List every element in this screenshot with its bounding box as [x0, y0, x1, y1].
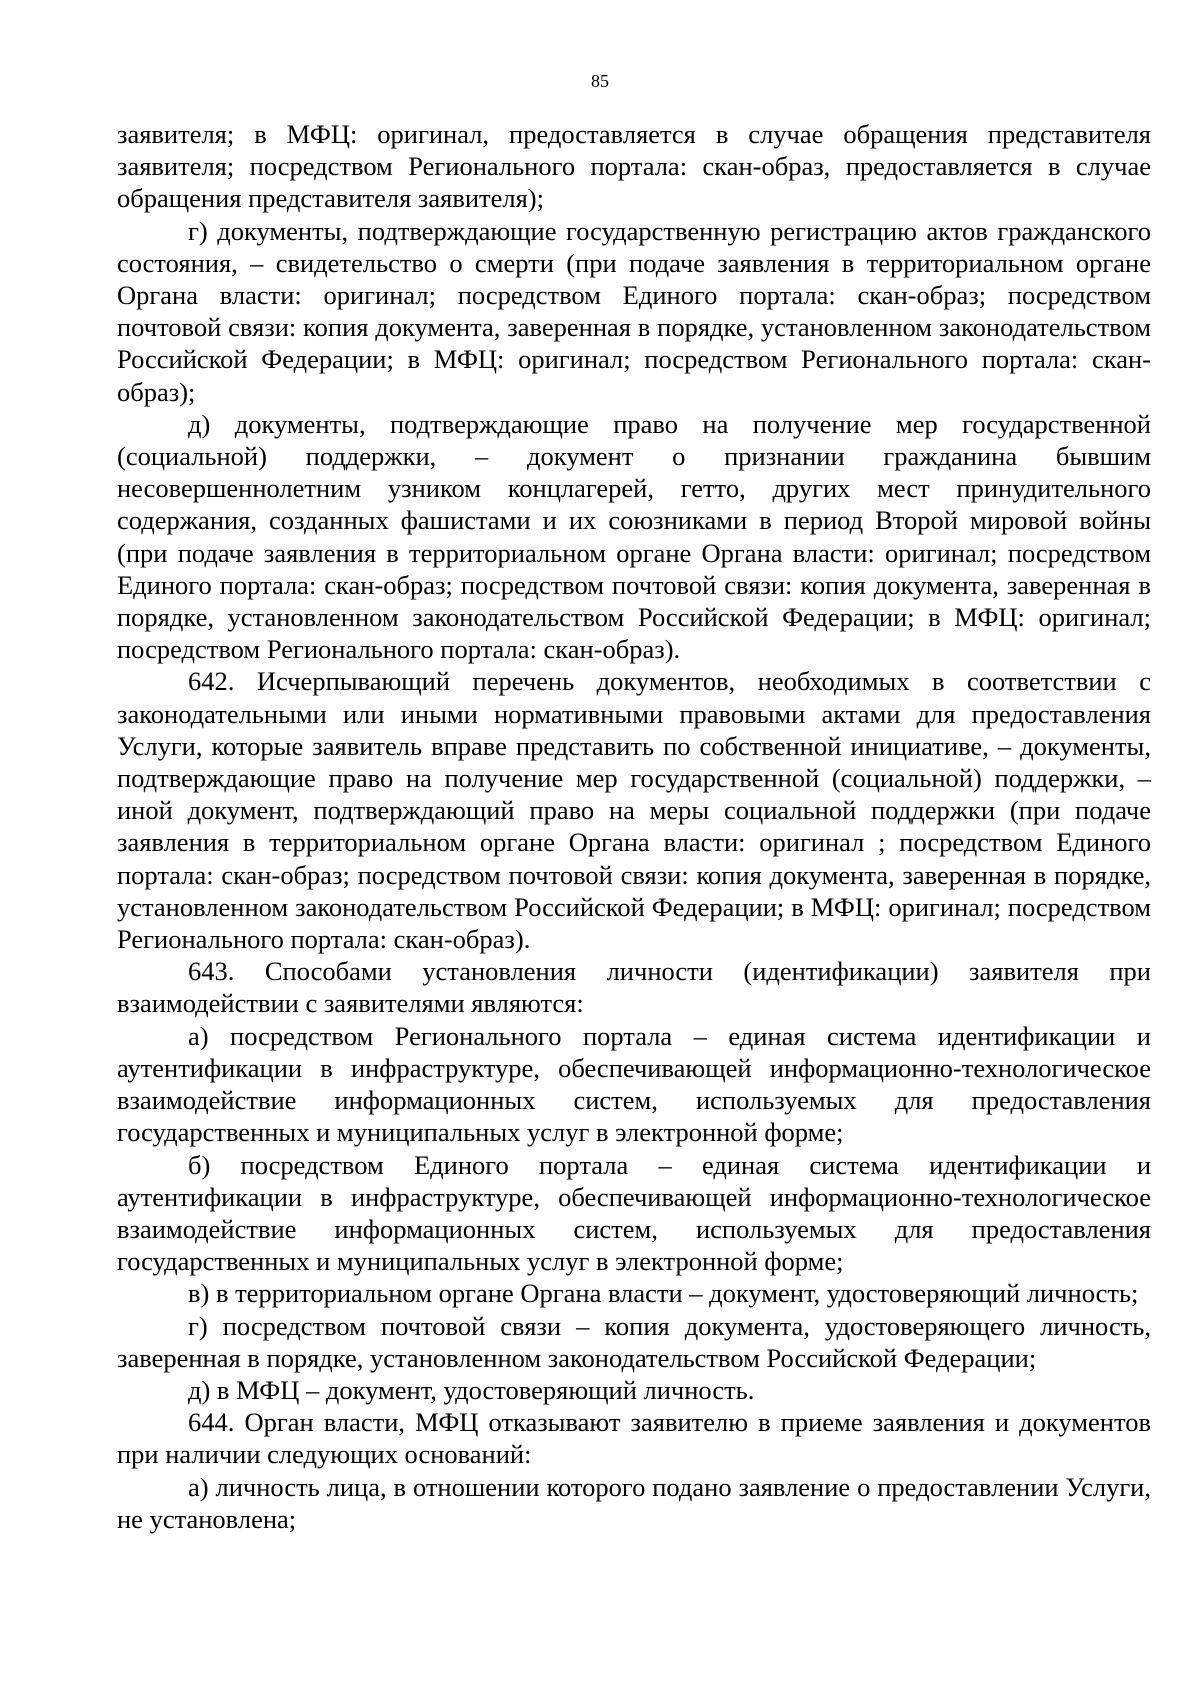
- paragraph-item-g-postal: г) посредством почтовой связи – копия документа, удостоверяющего личность, заверенная в порядке, установленном законодательством Российской Федерации;: [117, 1310, 1151, 1373]
- paragraph-item-a-identity-not-established: а) личность лица, в отношении которого подано заявление о предоставлении Услуги, не установлена;: [117, 1471, 1151, 1534]
- document-body: [117, 118, 1151, 1535]
- page-number: 85: [591, 71, 609, 91]
- paragraph-643: 643. Способами установления личности (идентификации) заявителя при взаимодействии с заявителями являются:: [117, 956, 1151, 1019]
- paragraph-item-a-regional-portal: а) посредством Регионального портала – единая система идентификации и аутентификации в инфраструктуре, обеспечивающей информационно-технологическое взаимодействие информационных систем, используемых для предоставления государственных и муниципальных услуг в электронной форме;: [117, 1020, 1151, 1148]
- paragraph-item-d-mfc: д) в МФЦ – документ, удостоверяющий личность.: [188, 1374, 755, 1405]
- paragraph-item-b-unified-portal: б) посредством Единого портала – единая система идентификации и аутентификации в инфраструктуре, обеспечивающей информационно-технологическое взаимодействие информационных систем, используемых для предоставления государственных и муниципальных услуг в электронной форме;: [117, 1149, 1151, 1277]
- paragraph-item-g-civil-status: г) документы, подтверждающие государственную регистрацию актов гражданского состояния, – свидетельство о смерти (при подаче заявления в территориальном органе Органа власти: оригинал; посредством Единого портала: скан-образ; посредством почтовой связи: копия документа, заверенная в порядке, установленном законодательством Российской Федерации; в МФЦ: оригинал; посредством Регионального портала: скан-образ);: [117, 215, 1151, 407]
- paragraph-item-v-territorial-body: в) в территориальном органе Органа власти – документ, удостоверяющий личность;: [188, 1278, 1139, 1309]
- paragraph-642: 642. Исчерпывающий перечень документов, необходимых в соответствии с законодательными или иными нормативными правовыми актами для предоставления Услуги, которые заявитель вправе представить по собственной инициативе, – документы, подтверждающие право на получение мер государственной (социальной) поддержки, – иной документ, подтверждающий право на меры социальной поддержки (при подаче заявления в территориальном органе Органа власти: оригинал ; посредством Единого портала: скан-образ; посредством почтовой связи: копия документа, заверенная в порядке, установленном законодательством Российской Федерации; в МФЦ: оригинал; посредством Регионального портала: скан-образ).: [117, 666, 1151, 955]
- paragraph-644: 644. Орган власти, МФЦ отказывают заявителю в приеме заявления и документов при наличии следующих оснований:: [117, 1407, 1151, 1470]
- paragraph-item-d-social-support: д) документы, подтверждающие право на получение мер государственной (социальной) поддержки, – документ о признании гражданина бывшим несовершеннолетним узником концлагерей, гетто, других мест принудительного содержания, созданных фашистами и их союзниками в период Второй мировой войны (при подаче заявления в территориальном органе Органа власти: оригинал; посредством Единого портала: скан-образ; посредством почтовой связи: копия документа, заверенная в порядке, установленном законодательством Российской Федерации; в МФЦ: оригинал; посредством Регионального портала: скан-образ).: [117, 408, 1151, 665]
- paragraph-continuation: заявителя; в МФЦ: оригинал, предоставляется в случае обращения представителя заявителя; посредством Регионального портала: скан-образ, предоставляется в случае обращения представителя заявителя);: [117, 119, 1151, 214]
